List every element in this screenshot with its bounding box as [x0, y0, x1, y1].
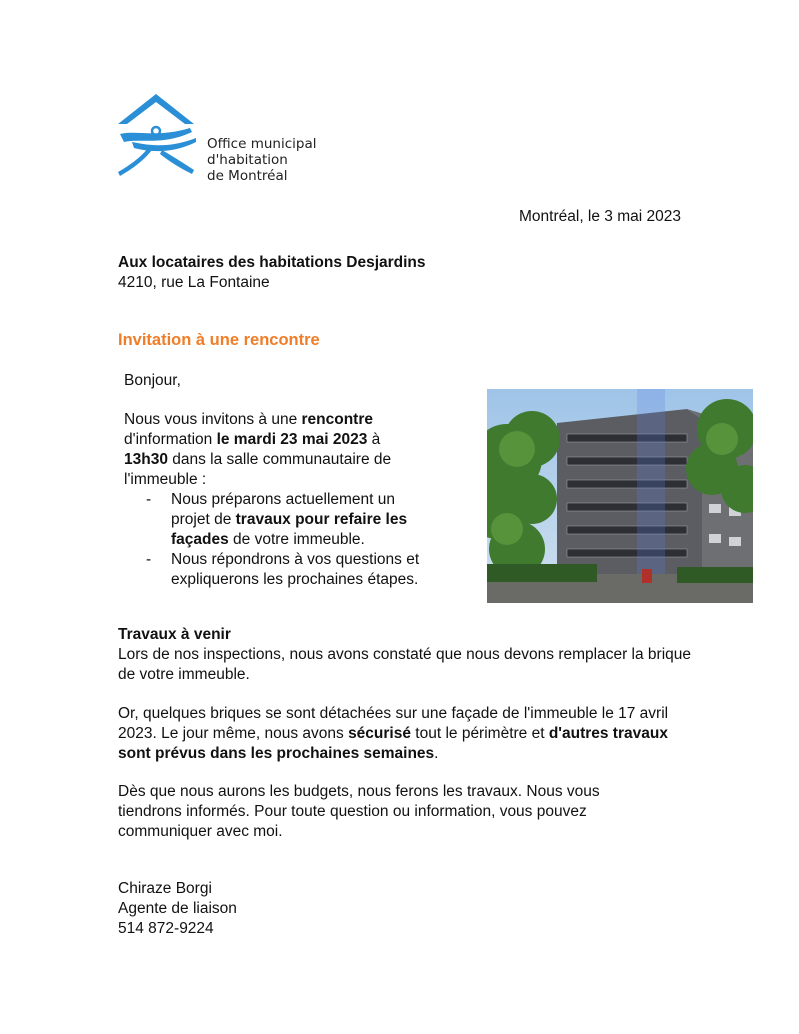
- intro-bold-meeting: rencontre: [301, 411, 373, 428]
- paragraph-bricks: [118, 704, 698, 764]
- greeting: Bonjour,: [124, 372, 181, 389]
- paragraph-budgets: Dès que nous aurons les budgets, nous ferons les travaux. Nous vous tiendrons informés. Pour toute question ou information, vous pouvez communiquer avec moi.: [118, 783, 600, 840]
- intro-block: [124, 410, 424, 590]
- para2-text-3: .: [434, 745, 439, 762]
- signature-block: [118, 879, 237, 939]
- signature-title: Agente de liaison: [118, 900, 237, 917]
- letter-subject: Invitation à une rencontre: [118, 331, 320, 349]
- bullet-item: [124, 550, 424, 590]
- bullet-text: Nous préparons actuellement un projet de: [171, 491, 396, 528]
- bullet-dash: -: [146, 491, 152, 508]
- section-title: Travaux à venir: [118, 626, 231, 643]
- recipient-name: Aux locataires des habitations Desjardins: [118, 254, 426, 271]
- logo-line-1: Office municipal: [207, 136, 317, 152]
- signature-phone: 514 872-9224: [118, 920, 214, 937]
- intro-paragraph: [124, 410, 424, 490]
- bullet-dash: -: [146, 551, 152, 568]
- intro-bold-time: 13h30: [124, 451, 168, 468]
- bullet-text: Nous répondrons à vos questions et expliquerons les prochaines étapes.: [171, 551, 420, 588]
- letter-date: Montréal, le 3 mai 2023: [519, 208, 681, 225]
- logo-line-2: d'habitation: [207, 152, 288, 168]
- signature-name: Chiraze Borgi: [118, 880, 212, 897]
- building-photo: [487, 389, 753, 603]
- intro-text-2: d'information: [124, 431, 217, 448]
- para2-bold-secured: sécurisé: [348, 725, 411, 742]
- para2-bold-works: d'autres travaux sont prévus dans les prochaines semaines: [118, 725, 668, 762]
- bullet-item: [124, 490, 424, 550]
- paragraph-inspections: Lors de nos inspections, nous avons constaté que nous devons remplacer la brique de votre immeuble.: [118, 646, 691, 683]
- omhm-logo-mark: [118, 94, 196, 176]
- para2-text-2: tout le périmètre et: [410, 725, 549, 742]
- recipient-block: [118, 253, 426, 293]
- intro-bullet-list: [124, 490, 424, 590]
- intro-text-3: à: [367, 431, 381, 448]
- intro-text-4: dans la salle communautaire de l'immeuble :: [124, 451, 392, 488]
- omhm-logo-text: [207, 136, 316, 184]
- bullet-text: de votre immeuble.: [228, 531, 365, 548]
- para2-text-1: Or, quelques briques se sont détachées sur une façade de l'immeuble le 17 avril 2023. Le jour même, nous avons: [118, 705, 669, 742]
- intro-bold-date: le mardi 23 mai 2023: [216, 431, 368, 448]
- bullet-bold: travaux pour refaire les façades: [171, 511, 408, 548]
- logo-line-3: de Montréal: [207, 168, 288, 184]
- intro-text-1: Nous vous invitons à une: [124, 411, 302, 428]
- recipient-address: 4210, rue La Fontaine: [118, 274, 270, 291]
